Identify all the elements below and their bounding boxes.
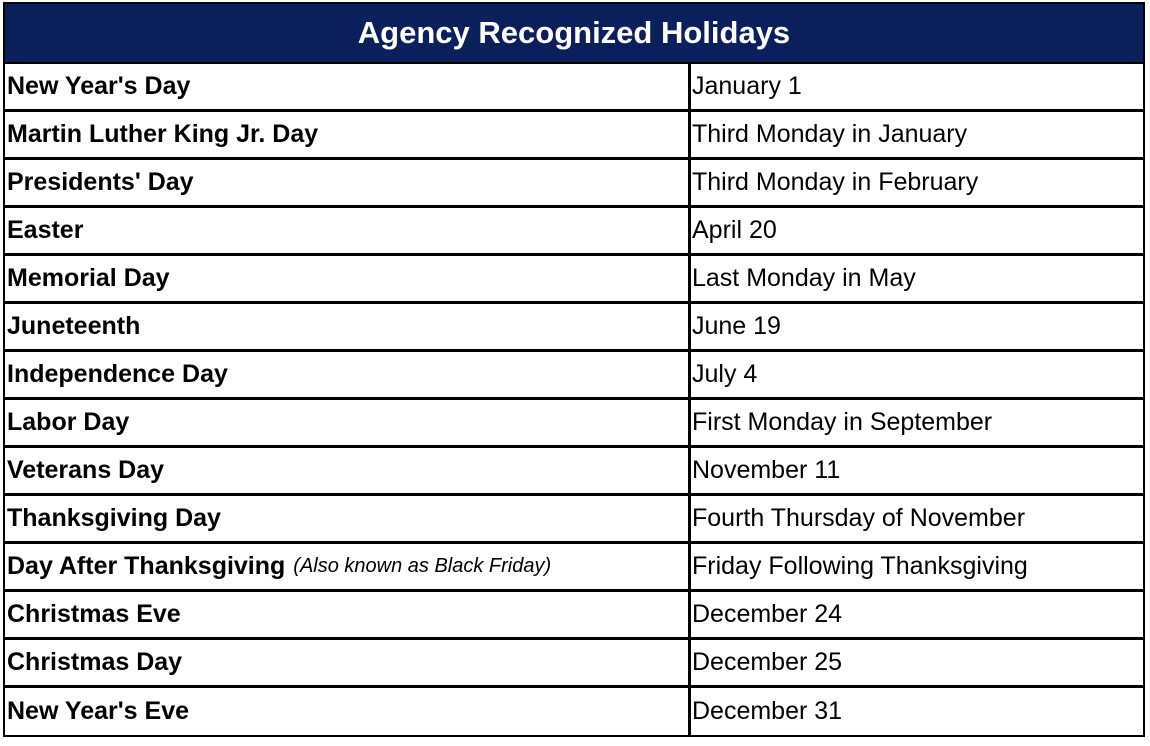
holiday-date: July 4 (692, 360, 758, 388)
holiday-date: Last Monday in May (692, 264, 916, 292)
table-row (5, 496, 1143, 544)
holiday-name: Presidents' Day (7, 168, 194, 196)
holiday-name: Martin Luther King Jr. Day (7, 120, 319, 148)
holiday-name: New Year's Eve (7, 697, 190, 725)
table-row (5, 304, 1143, 352)
holiday-date: Third Monday in February (692, 168, 979, 196)
holiday-name: Thanksgiving Day (7, 504, 221, 532)
table-row (5, 544, 1143, 592)
holiday-date: Third Monday in January (692, 120, 968, 148)
holiday-name-cell (5, 496, 691, 541)
holiday-table (3, 2, 1145, 737)
holiday-name-cell (5, 592, 691, 637)
holiday-date: April 20 (692, 216, 777, 244)
table-row (5, 640, 1143, 688)
table-row (5, 256, 1143, 304)
table-row (5, 352, 1143, 400)
holiday-name: Independence Day (7, 360, 228, 388)
table-row (5, 592, 1143, 640)
holiday-date: December 25 (692, 648, 843, 676)
holiday-name-cell (5, 640, 691, 685)
holiday-date: December 24 (692, 600, 843, 628)
holiday-name-cell (5, 160, 691, 205)
holiday-name-cell (5, 112, 691, 157)
table-title: Agency Recognized Holidays (5, 4, 1143, 64)
holiday-name-cell (5, 256, 691, 301)
holiday-name: Christmas Day (7, 648, 183, 676)
table-row (5, 208, 1143, 256)
holiday-date: June 19 (692, 312, 781, 340)
holiday-name: New Year's Day (7, 72, 191, 100)
holiday-name-cell (5, 304, 691, 349)
holiday-name-cell (5, 688, 691, 735)
holiday-name: Veterans Day (7, 456, 165, 484)
holiday-name-cell (5, 352, 691, 397)
holiday-name-cell (5, 208, 691, 253)
holiday-date: December 31 (692, 697, 843, 725)
holiday-name-cell (5, 544, 691, 589)
holiday-note: (Also known as Black Friday) (293, 555, 552, 577)
table-row (5, 448, 1143, 496)
holiday-name: Labor Day (7, 408, 130, 436)
holiday-name: Easter (7, 216, 84, 244)
holiday-name-cell (5, 400, 691, 445)
table-row (5, 688, 1143, 735)
table-row (5, 112, 1143, 160)
holiday-name: Christmas Eve (7, 600, 181, 628)
holiday-date: Friday Following Thanksgiving (692, 552, 1028, 580)
holiday-name-cell (5, 64, 691, 109)
holiday-name: Day After Thanksgiving (7, 552, 286, 580)
holiday-date: November 11 (692, 456, 841, 484)
table-row (5, 64, 1143, 112)
table-row (5, 160, 1143, 208)
holiday-date: January 1 (692, 72, 802, 100)
holiday-date: Fourth Thursday of November (692, 504, 1026, 532)
holiday-name-cell (5, 448, 691, 493)
table-row (5, 400, 1143, 448)
holiday-date: First Monday in September (692, 408, 993, 436)
holiday-name: Memorial Day (7, 264, 170, 292)
holiday-name: Juneteenth (7, 312, 141, 340)
